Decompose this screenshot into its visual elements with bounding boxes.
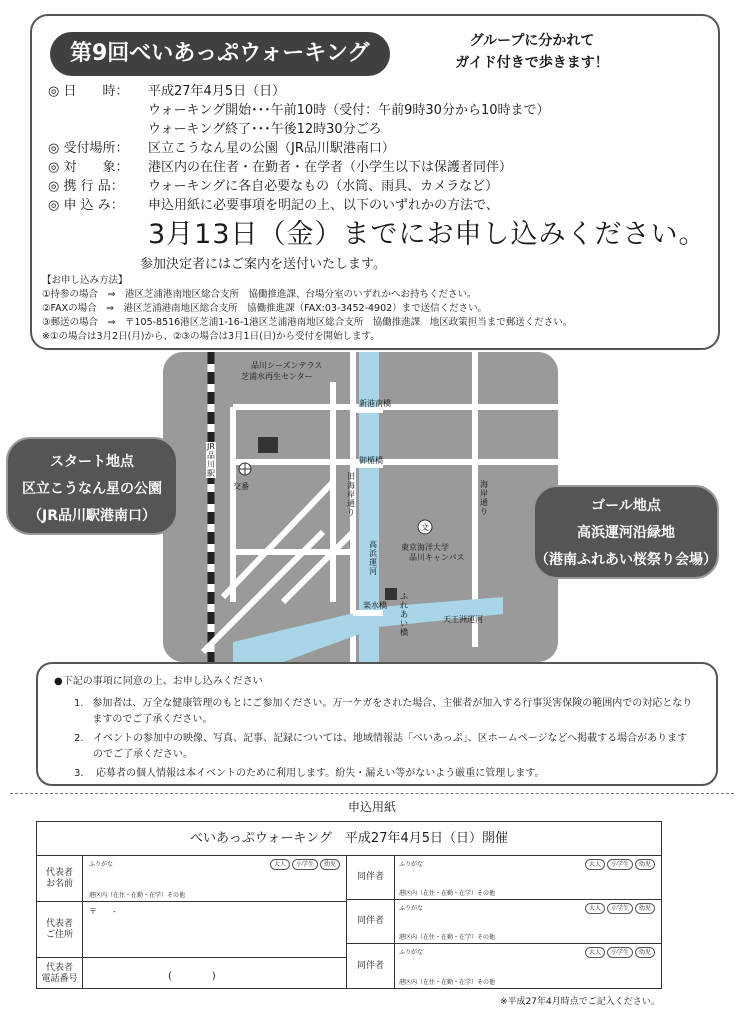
- start-time: ウォーキング開始･･･午前10時（受付：午前9時30分から10時まで）: [148, 103, 550, 118]
- label-school-symbol: 文: [421, 523, 429, 532]
- label-goten-bridge: 御楯橋: [359, 456, 383, 465]
- start-callout: スタート地点 区立こうなん星の公園 （JR品川駅港南口）: [6, 437, 178, 535]
- agreement-item: 2. イベントの参加中の映像、写真、記事、記録については、地域情報誌「べいあっぷ」、区ホームページなどへ掲載する場合がありますのでご了承ください。: [74, 733, 688, 760]
- age-chips: 大人 小学生 幼児: [270, 859, 340, 870]
- companion-field-1[interactable]: ふりがな 大人 小学生 幼児 港区内（在住・在勤・在学）その他: [395, 856, 661, 900]
- place-row: ◎ 受付場所： 区立こうなん星の公園（JR品川駅港南口）: [48, 141, 395, 156]
- label-tennozu-canal: 天王洲運河: [443, 615, 483, 624]
- deadline-text: 3月13日（金）までにお申し込みください。: [148, 219, 707, 250]
- label-univ-campus: 品川キャンパス: [409, 553, 465, 562]
- age-chips: 大人 小学生 幼児: [585, 947, 655, 958]
- start-marker: [258, 437, 278, 453]
- companion-label: 同伴者: [347, 900, 395, 944]
- agreement-list: [74, 696, 694, 785]
- agreement-panel: [36, 662, 718, 786]
- items-row: ◎ 携 行 品： ウォーキングに各自必要なもの（水筒、雨具、カメラなど）: [48, 179, 499, 194]
- label-takahama-canal: 高浜運河: [369, 540, 377, 576]
- label-rakusui-bridge: 楽水橋: [363, 601, 387, 610]
- companion-label: 同伴者: [347, 944, 395, 989]
- notify-text: 参加決定者にはご案内を送付いたします。: [140, 257, 386, 272]
- event-info-panel: [30, 14, 720, 350]
- cut-line: [10, 793, 734, 794]
- rep-phone-field[interactable]: ( ): [83, 958, 347, 989]
- label-koban: 交番: [233, 482, 249, 491]
- event-details: [48, 82, 550, 215]
- target-row: ◎ 対 象： 港区内の在住者・在勤者・在学者（小学生以下は保護者同伴）: [48, 160, 513, 175]
- apply-row: ◎ 申 込 み： 申込用紙に必要事項を明記の上、以下のいずれかの方法で、: [48, 198, 499, 213]
- group-note: グループに分かれて ガイド付きで歩きます！: [455, 33, 609, 71]
- application-methods: 【お申し込み方法】 ①持参の場合 ⇒ 港区芝浦港南地区総合支所 協働推進課、台場分室のいずれかへお持ちください。 ②FAXの場合 ⇒ 港区芝浦港南地区総合支所 協働推進課（FAX:03-3452-4902）まで送信ください。 ③郵送の場合 ⇒ 〒105-8516港区芝浦1-16-1港区芝浦港南地区総合支所 協働推進課 地区政策担当まで郵送ください。 ※①の場合は3月2日(月)から、②③の場合は3月1日(日)から受付を開始します。: [42, 275, 573, 342]
- age-chips: 大人 小学生 幼児: [585, 903, 655, 914]
- form-table-title: べいあっぷウォーキング 平成27年4月5日（日）開催: [37, 822, 661, 856]
- agreement-item: 1. 参加者は、万全な健康管理のもとにご参加ください。万一ケガをされた場合、主催者が加入する行事災害保険の範囲内での対応となりますのでご了承ください。: [74, 698, 693, 725]
- label-kaigan-dori: 海岸通り: [480, 480, 488, 516]
- goal-marker: [385, 588, 397, 600]
- event-title: 第9回べいあっぷウォーキング: [50, 32, 390, 76]
- date-row: ◎ 日 時： 平成27年4月5日（日）: [48, 84, 286, 99]
- rep-address-field[interactable]: 〒 -: [83, 902, 347, 958]
- end-time: ウォーキング終了･･･午後12時30分ごろ: [148, 122, 382, 137]
- route-map: [163, 352, 558, 662]
- label-shibaura-center: 芝浦水再生センター: [241, 372, 313, 381]
- application-form: [36, 821, 662, 989]
- rep-name-label: 代表者 お名前: [37, 856, 83, 902]
- companion-field-2[interactable]: ふりがな 大人 小学生 幼児 港区内（在住・在勤・在学）その他: [395, 900, 661, 944]
- age-chips: 大人 小学生 幼児: [585, 859, 655, 870]
- companion-label: 同伴者: [347, 856, 395, 900]
- companion-field-3[interactable]: ふりがな 大人 小学生 幼児 港区内（在住・在勤・在学）その他: [395, 944, 661, 989]
- agreement-heading: ●下記の事項に同意の上、お申し込みください: [54, 676, 263, 687]
- rep-phone-label: 代表者 電話番号: [37, 958, 83, 989]
- label-season-terrace: 品川シーズンテラス: [251, 361, 323, 370]
- goal-callout: ゴール地点 高浜運河沿緑地 （港南ふれあい桜祭り会場）: [533, 485, 719, 579]
- label-shinminato-bridge: 新港南橋: [359, 399, 391, 408]
- label-kyukaigan-dori: 旧海岸通り: [347, 472, 355, 517]
- label-univ: 東京海洋大学: [401, 543, 449, 552]
- label-fureai-bridge: ふれあい橋: [400, 592, 408, 637]
- rep-name-field[interactable]: ふりがな 大人 小学生 幼児 港区内（在住・在勤・在学）その他: [83, 856, 347, 902]
- form-heading: 申込用紙: [347, 800, 396, 814]
- form-footnote: ※平成27年4月時点でご記入ください。: [500, 997, 660, 1007]
- rep-address-label: 代表者 ご住所: [37, 902, 83, 958]
- agreement-item: 3. 応募者の個人情報は本イベントのために利用します。紛失・漏えい等がないよう厳重に管理します。: [74, 768, 545, 779]
- label-jr-station: JR品川駅: [207, 442, 215, 478]
